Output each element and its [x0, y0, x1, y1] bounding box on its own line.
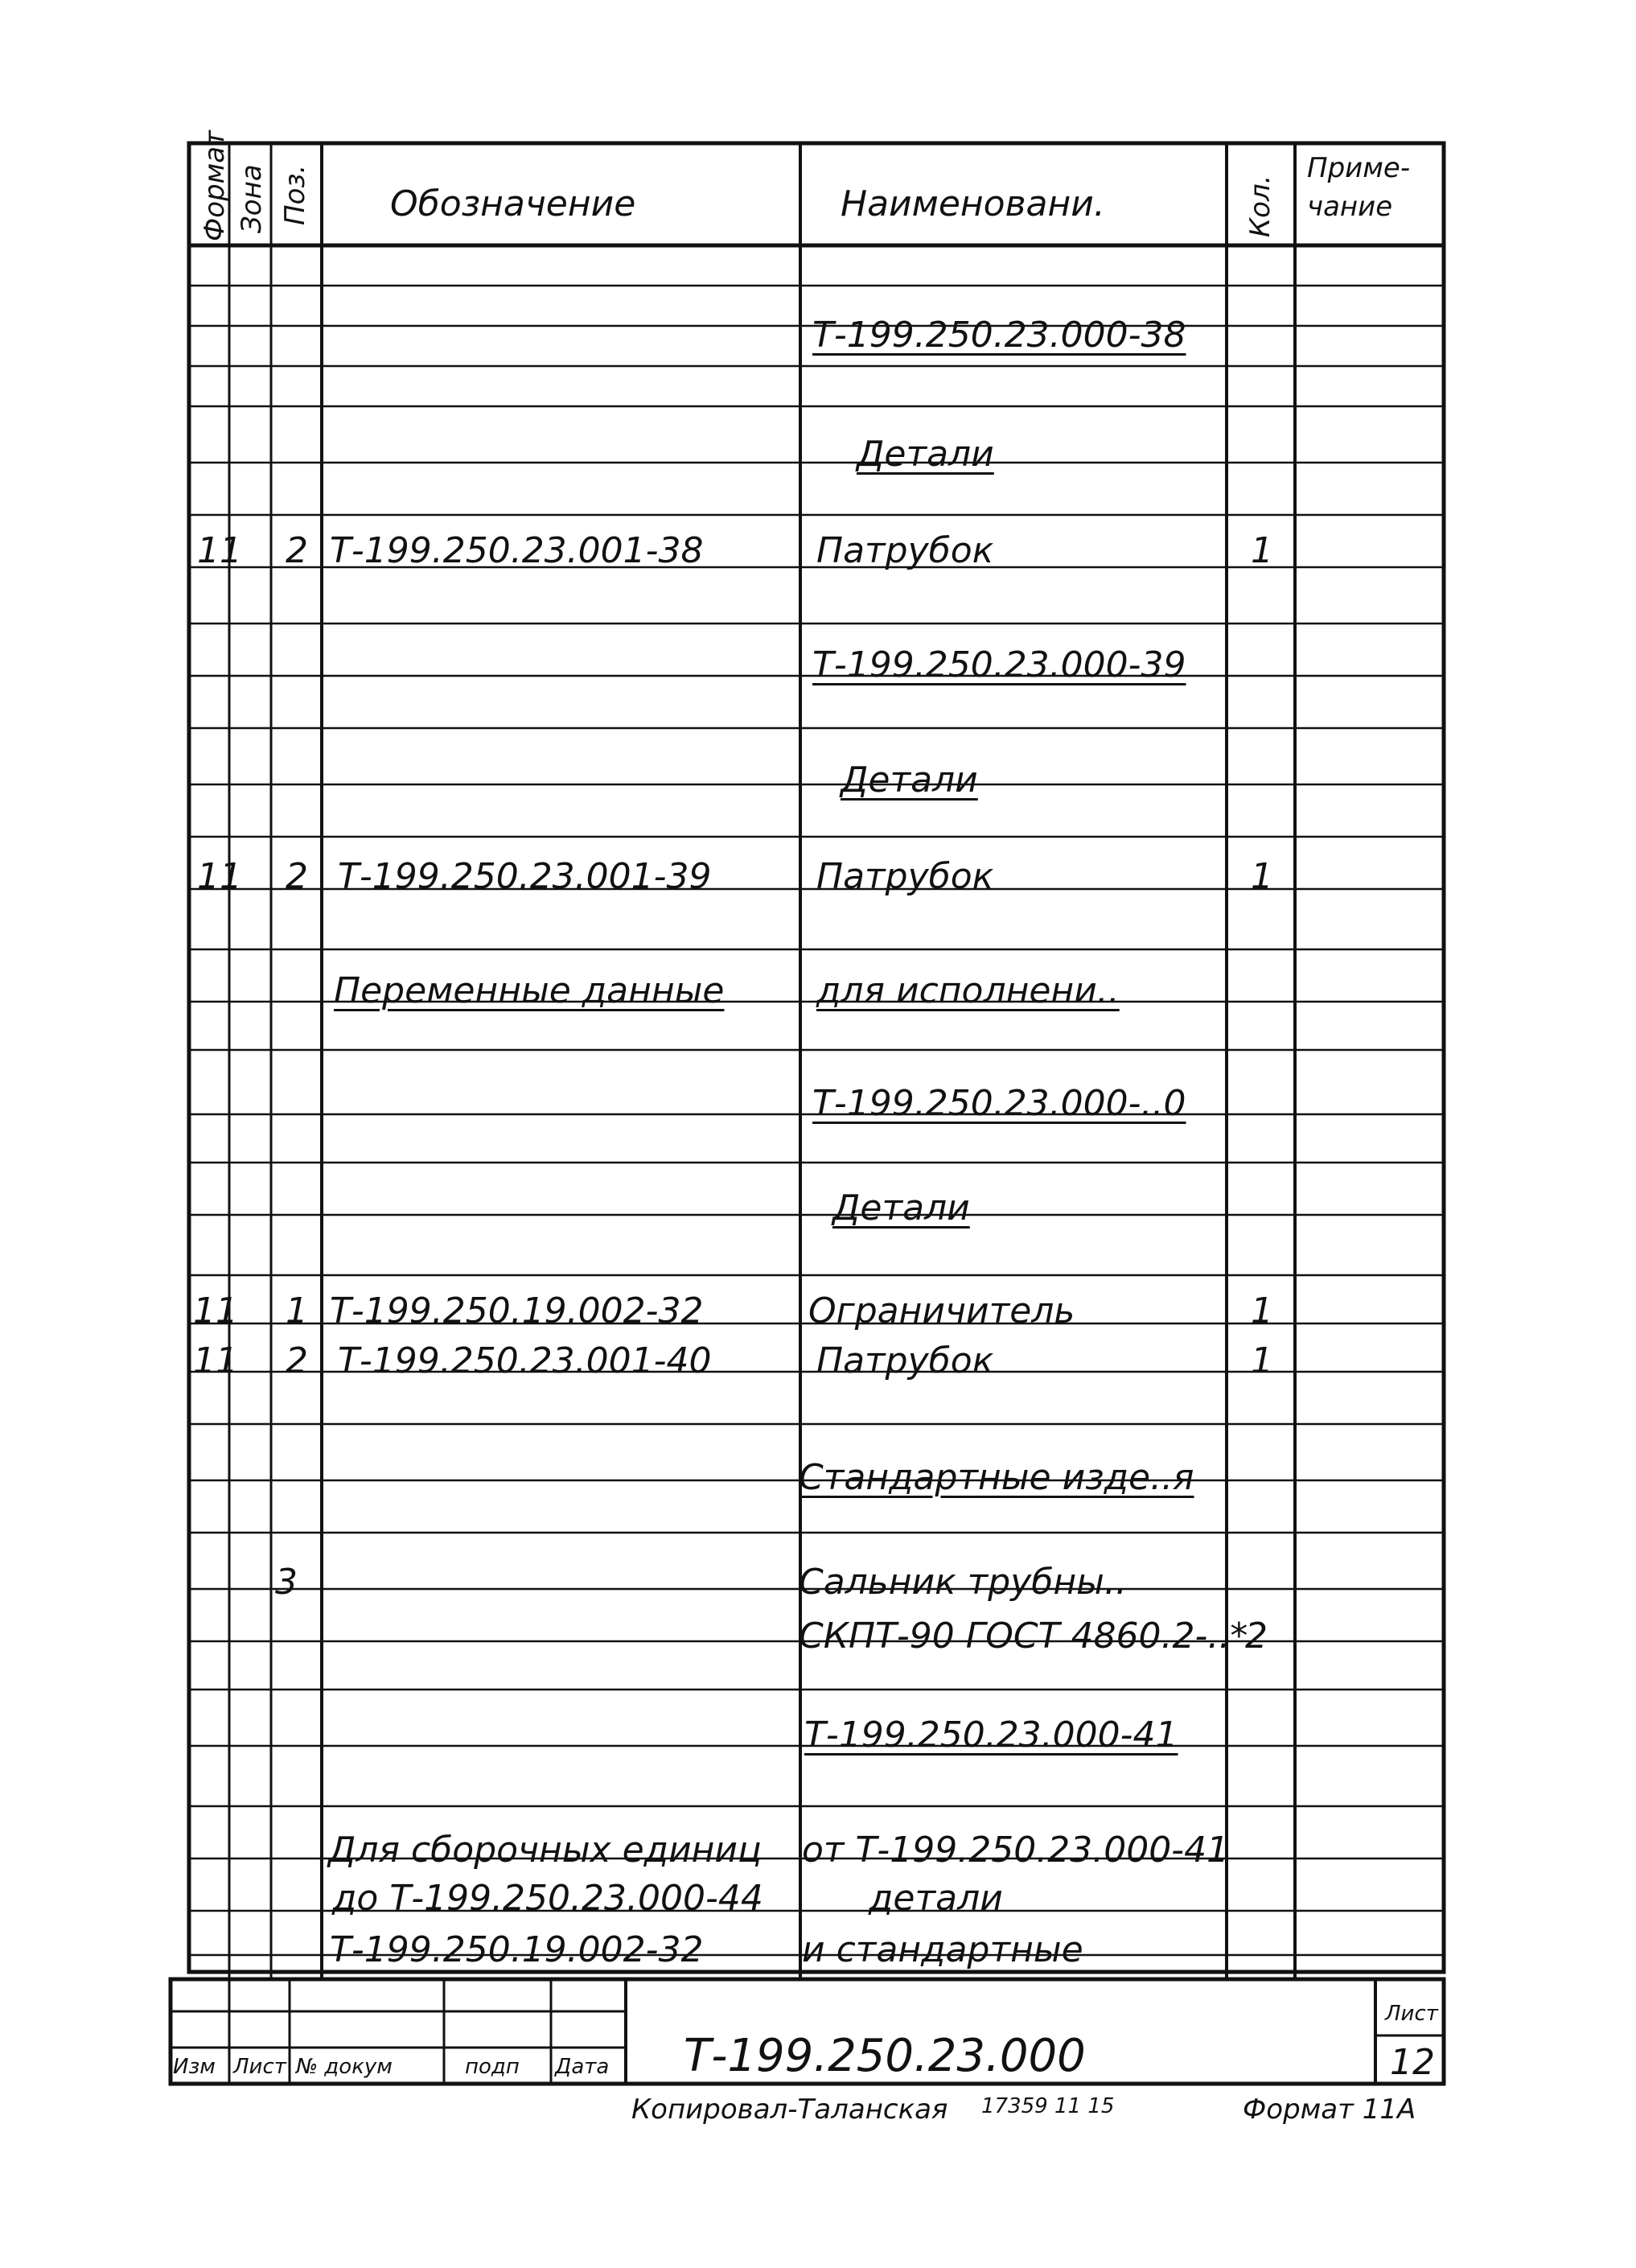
row-7-name: для исполнени..	[816, 970, 1120, 1011]
row-18-designation: Т-199.250.19.002-32	[330, 1929, 704, 1970]
row-11-name: Патрубок	[816, 1340, 994, 1381]
row-17-designation: до Т-199.250.23.000-44	[332, 1878, 763, 1919]
sheet-number: 12	[1390, 2042, 1435, 2083]
row-10-qty: 1	[1251, 1290, 1273, 1332]
row-6-name: Патрубок	[816, 856, 994, 897]
row-17-name: детали	[869, 1878, 1003, 1919]
header-qty: Кол.	[1244, 175, 1276, 237]
row-18-name: и стандартные	[802, 1929, 1083, 1970]
row-13-name: Сальник трубны..	[799, 1562, 1127, 1603]
row-3-qty: 1	[1251, 530, 1273, 571]
row-3-name: Патрубок	[816, 530, 994, 571]
row-13-pos: 3	[275, 1562, 298, 1603]
row-15-name: Т-199.250.23.000-41	[804, 1714, 1178, 1756]
header-format: Формат	[199, 130, 231, 241]
row-14-qty: 2	[1245, 1616, 1268, 1657]
footer-numbers: 17359 11 15	[981, 2094, 1115, 2118]
header-designation: Обозначение	[390, 183, 636, 224]
header-note-line1: Приме-	[1307, 152, 1411, 184]
row-4-name: Т-199.250.23.000-39	[812, 644, 1186, 685]
header-zone: Зона	[236, 164, 268, 233]
row-5-name: Детали	[841, 759, 978, 801]
row-6-qty: 1	[1251, 856, 1273, 897]
row-8-name: Т-199.250.23.000-..0	[812, 1083, 1186, 1124]
sheet-label: Лист	[1385, 2002, 1438, 2026]
row-12-name: Стандартные изде..я	[799, 1457, 1194, 1498]
row-3-designation: Т-199.250.23.001-38	[330, 530, 704, 571]
title-block-date: Дата	[555, 2055, 610, 2079]
row-10-format: 11	[193, 1290, 238, 1332]
document-code: Т-199.250.23.000	[684, 2030, 1086, 2082]
row-6-designation: Т-199.250.23.001-39	[338, 856, 712, 897]
row-11-qty: 1	[1251, 1340, 1273, 1381]
row-6-pos: 2	[286, 856, 308, 897]
row-16-designation: Для сборочных единиц	[328, 1830, 762, 1871]
row-14-name: СКПТ-90 ГОСТ 4860.2-..*	[799, 1616, 1248, 1657]
header-name: Наименовани.	[841, 183, 1105, 224]
footer-copied: Копировал-Таланская	[631, 2093, 948, 2126]
row-9-name: Детали	[832, 1188, 970, 1229]
row-11-format: 11	[193, 1340, 238, 1381]
row-11-designation: Т-199.250.23.001-40	[338, 1340, 712, 1381]
row-11-pos: 2	[286, 1340, 308, 1381]
row-6-format: 11	[197, 856, 242, 897]
row-10-name: Ограничитель	[808, 1290, 1075, 1332]
header-note-line2: чание	[1307, 191, 1393, 223]
row-3-pos: 2	[286, 530, 308, 571]
row-2-name: Детали	[857, 434, 994, 475]
title-block-list: Лист	[233, 2055, 286, 2079]
title-block-doc: № докум	[296, 2055, 393, 2079]
row-10-designation: Т-199.250.19.002-32	[330, 1290, 704, 1332]
row-3-format: 11	[197, 530, 242, 571]
title-block-izm: Изм	[173, 2055, 216, 2079]
row-7-designation: Переменные данные	[334, 970, 725, 1011]
row-16-name: от Т-199.250.23.000-41	[802, 1830, 1230, 1871]
row-10-pos: 1	[286, 1290, 308, 1332]
title-block-sign: подп	[465, 2055, 520, 2079]
header-pos: Поз.	[279, 164, 311, 225]
footer-format: Формат 11А	[1243, 2093, 1416, 2126]
row-1-name: Т-199.250.23.000-38	[812, 315, 1186, 356]
